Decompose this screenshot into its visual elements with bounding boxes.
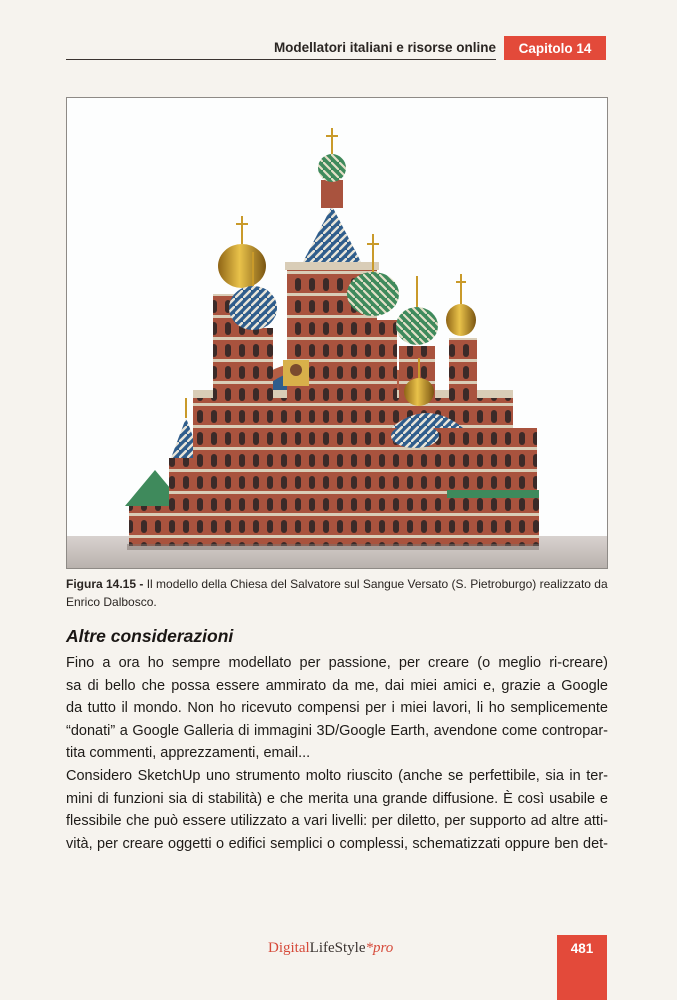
section-heading: Altre considerazioni xyxy=(66,626,234,646)
running-header-title: Modellatori italiani e risorse online xyxy=(273,40,496,55)
body-paragraphs xyxy=(66,652,608,855)
body-line: tita commenti, apprezzamenti, email... xyxy=(66,745,311,762)
caption-label: Figura 14.15 - xyxy=(66,577,144,591)
church-illustration xyxy=(67,98,607,568)
body-line: mini di funzioni sia di stabilità) e che merita una grande diffusione. È così usabile e xyxy=(66,790,608,807)
caption-text: Il modello della Chiesa del Salvatore sul Sangue Versato (S. Pietroburgo) realizzato da Enrico Dalbosco. xyxy=(66,577,608,609)
figure-caption xyxy=(66,576,610,611)
body-line: flessibile che può essere utilizzato a vari livelli: per diletto, per supporto ad altre atti- xyxy=(66,813,608,830)
body-line: da tutto il mondo. Non ho ricevuto compensi per i miei lavori, li ho semplicemente xyxy=(66,700,608,717)
publisher-logo xyxy=(268,940,393,957)
body-line: “donati” a Google Galleria di immagini 3D/Google Earth, avendone come contropar- xyxy=(66,722,608,739)
body-line: Fino a ora ho sempre modellato per passione, per creare (o meglio ri-creare) xyxy=(66,655,608,671)
brand-digital: Digital xyxy=(268,940,310,956)
page-number: 481 xyxy=(557,935,607,1000)
body-line: sa di bello che possa essere ammirato da me, dai miei amici e, grazie a Google xyxy=(66,677,608,694)
figure-image xyxy=(66,97,608,569)
brand-lifestyle: LifeStyle xyxy=(309,940,366,956)
brand-pro: *pro xyxy=(365,940,394,956)
body-line: Considero SketchUp uno strumento molto riuscito (anche se perfettibile, sia in ter- xyxy=(66,767,608,784)
header-divider xyxy=(66,59,496,60)
body-line: vità, per creare oggetti o edifici semplici o complessi, schematizzati oppure ben det- xyxy=(66,835,608,852)
chapter-badge: Capitolo 14 xyxy=(504,36,606,60)
